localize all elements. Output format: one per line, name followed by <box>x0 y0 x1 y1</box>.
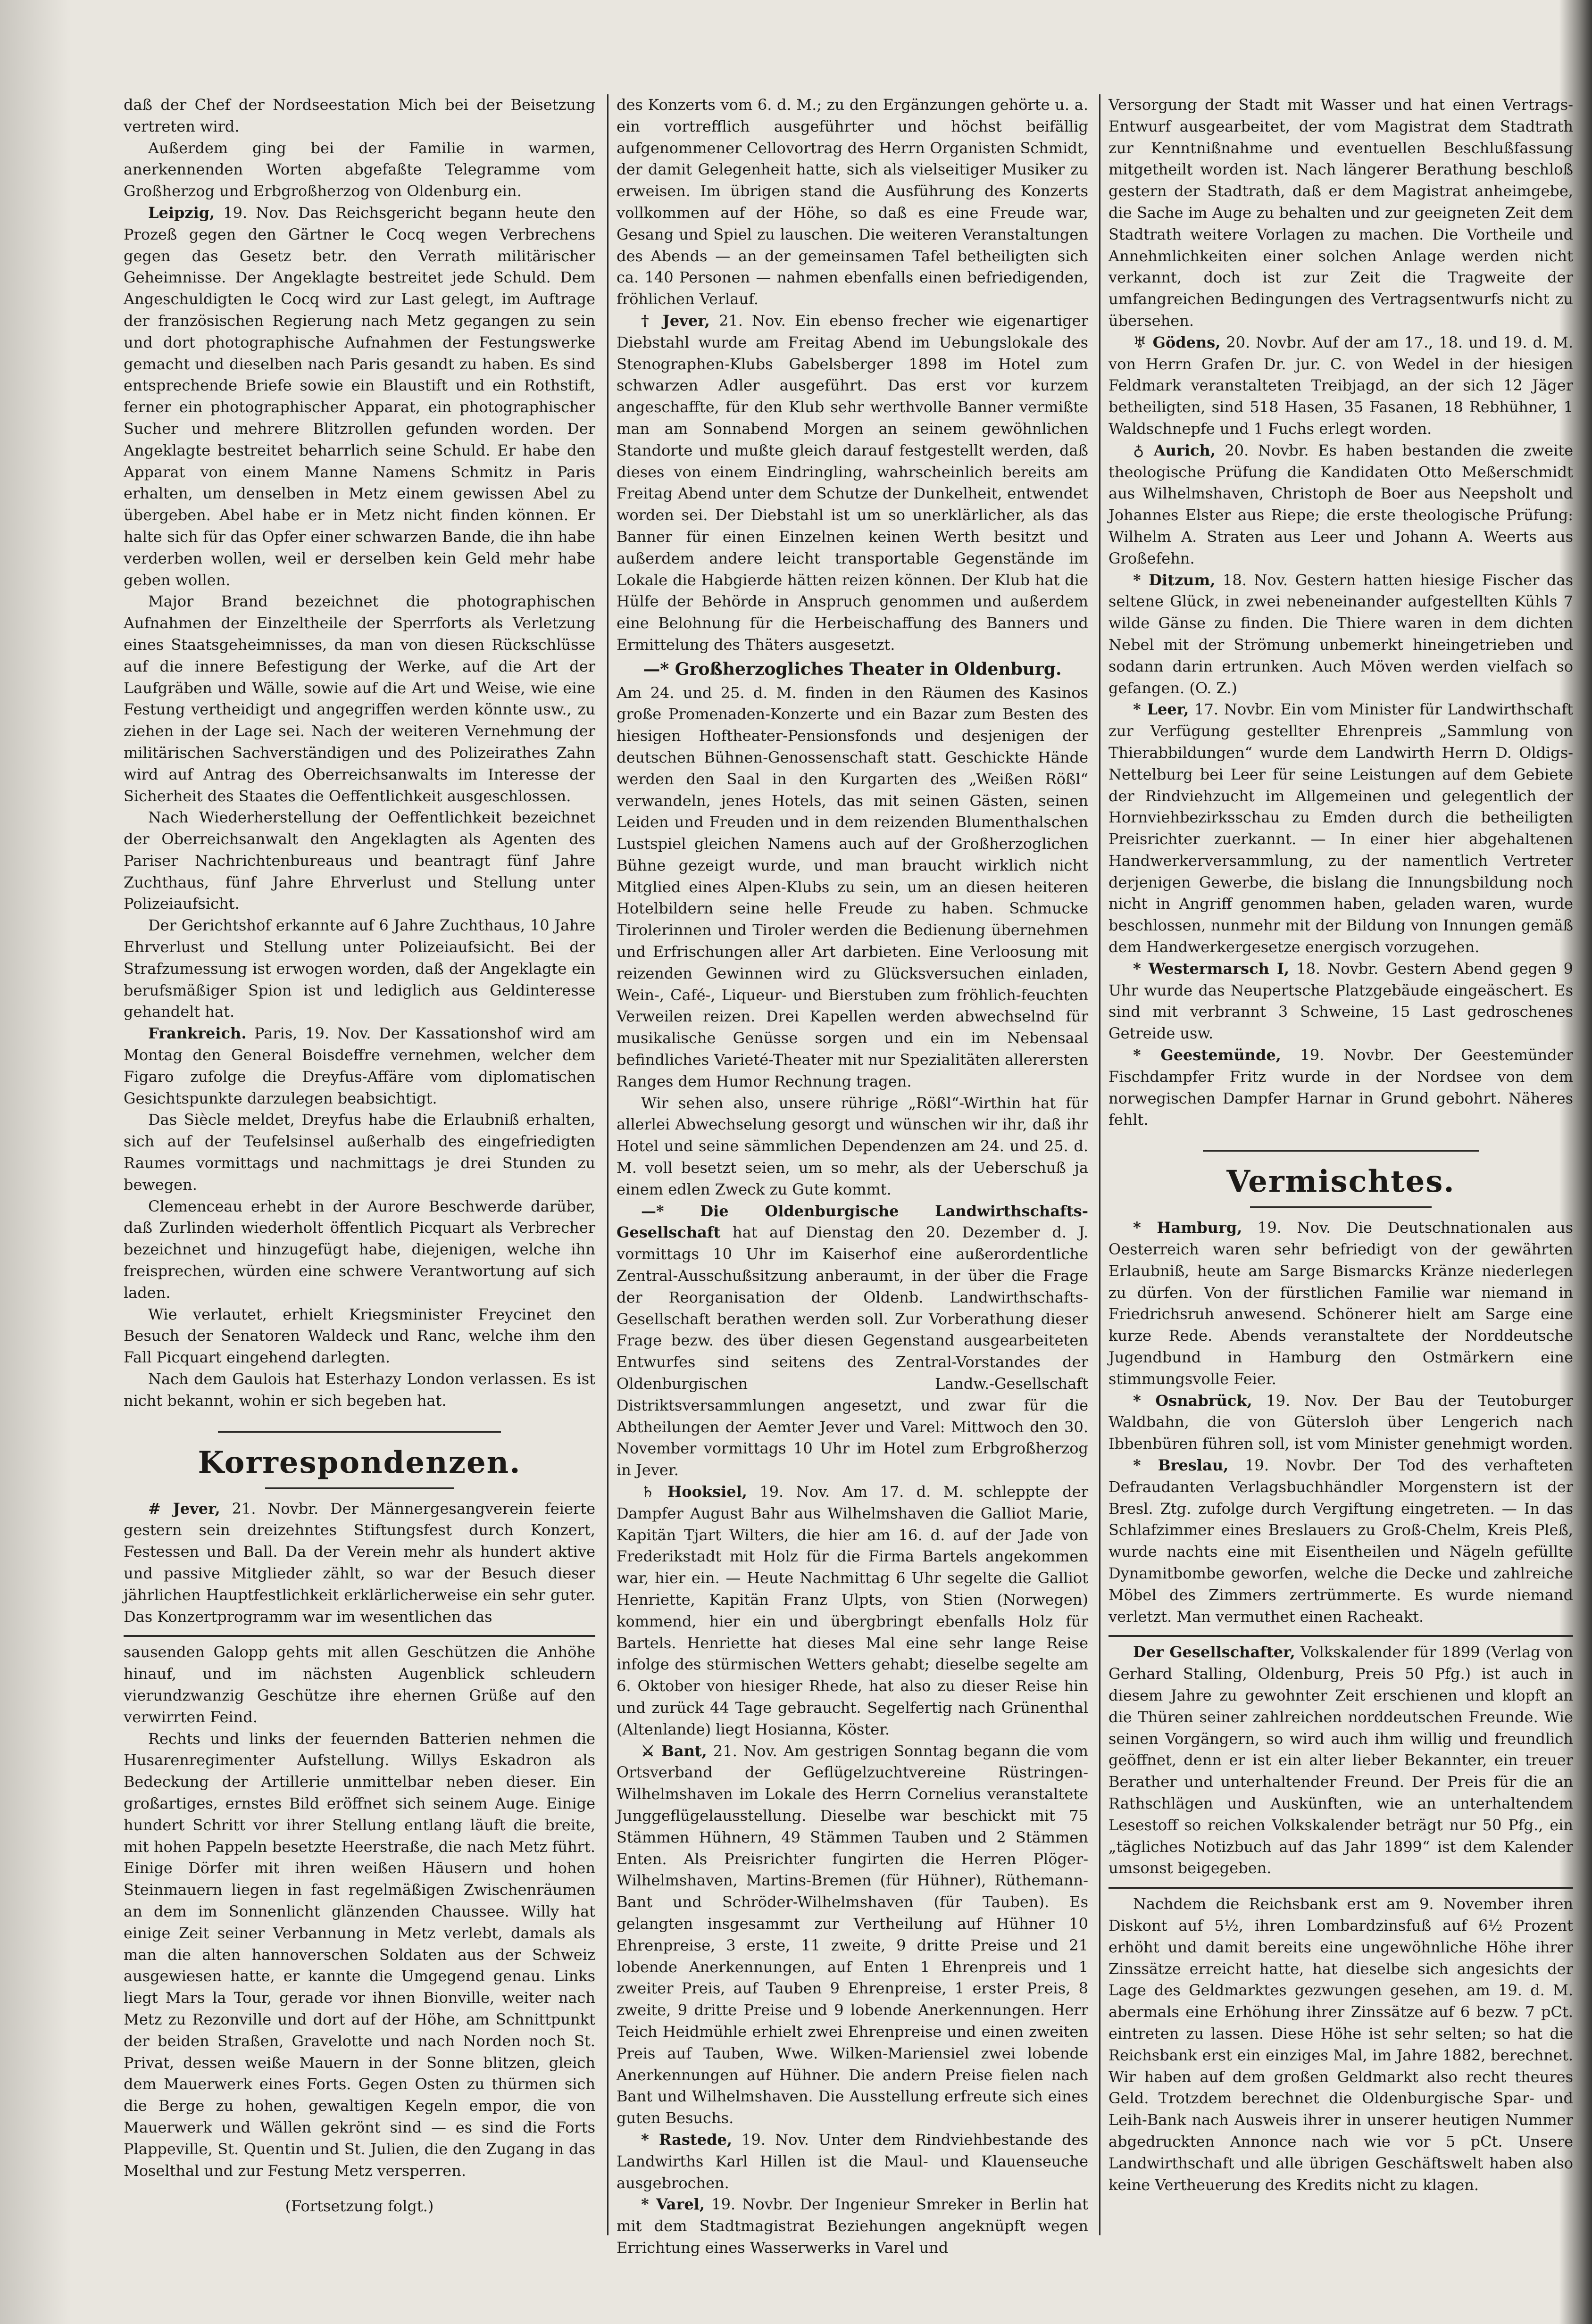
article-paragraph: Major Brand bezeichnet die photographischen Aufnahmen der Einzeltheile der Sperrforts als Verletzung eines Staatsgeheimnisses, da man von diesen Rückschlüsse auf die innere Befestigung der Werke, auf die Art der Laufgräben und Wälle, sowie auf die Art und Weise, wie eine Festung vertheidigt und angegriffen werden könnte usw., zu ziehen in der Lage sei. Nach der weiteren Vernehmung der militärischen Sachverständigen und des Polizeirathes Zahn wird auf Antrag des Oberreichsanwalts im Interesse der Sicherheit des Staates die Oeffentlichkeit ausgeschlossen. <box>124 592 595 805</box>
article-aurich: ♁ Aurich, 20. Novbr. Es haben bestanden die zweite theologische Prüfung die Kandidaten Otto Meßerschmidt aus Wilhelmshaven, Christoph de Boer aus Neepsholt und Johannes Elster aus Riepe; die erste theologische Prüfung: Wilhelm A. Straten aus Leer und Johann A. Weerts aus Großefehn. <box>1109 441 1574 567</box>
dateline: * Ditzum, <box>1133 571 1216 589</box>
dateline: Leipzig, <box>148 203 215 222</box>
article-paragraph: Wir sehen also, unsere rührige „Rößl“-Wirthin hat für allerlei Abwechselung gesorgt und wünschen wir ihr, daß ihr Hotel und seine sämmlichen Dependenzen am 24. und 25. d. M. voll besetzt seien, um so mehr, als der Ueberschuß ja einem edlen Zweck zu Gute kommt. <box>617 1094 1088 1198</box>
dateline: # Jever, <box>148 1499 220 1518</box>
article-landwirthschaft: —* Die Oldenburgische Landwirthschafts-Gesellschaft hat auf Dienstag den 20. Dezember d. J. vormittags 10 Uhr im Kaiserhof eine außerordentliche Zentral-Ausschußsitzung anberaumt, in der über die Frage der Reorganisation der Oldenb. Landwirthschafts-Gesellschaft berathen werden soll. Zur Vorberathung dieser Frage bezw. des über diesen Gegenstand ausgearbeiteten Entwurfes sind seitens des Zentral-Vorstandes der Oldenburgischen Landw.-Gesellschaft Distriktsversammlungen angesetzt, und zwar für die Abtheilungen der Aemter Jever und Varel: Mittwoch den 30. November vormittags 10 Uhr im Hotel zum Erbgroßherzog in Jever. <box>617 1202 1088 1479</box>
article-goedens: ♅ Gödens, 20. Novbr. Auf der am 17., 18. und 19. d. M. von Herrn Grafen Dr. jur. C. von Wedel in der hiesigen Feldmark veranstalteten Treibjagd, an der sich 12 Jäger betheiligten, sind 518 Hasen, 35 Fasanen, 18 Rebhühner, 1 Waldschnepfe und 1 Fuchs erlegt worden. <box>1109 333 1574 438</box>
section-rule <box>1250 1206 1432 1208</box>
article-paragraph: Clemenceau erhebt in der Aurore Beschwerde darüber, daß Zurlinden wiederholt öffentlich Picquart als Verbrecher bezeichnet und hinzugefügt habe, diejenigen, welche ihn freisprechen, würden eine schwere Verantwortung auf sich laden. <box>124 1197 595 1302</box>
feuilleton-paragraph: Rechts und links der feuernden Batterien nehmen die Husarenregimenter Aufstellung. Willys Eskadron als Bedeckung der Artillerie unmittelbar neben dieser. Ein großartiges, ernstes Bild eröffnet sich seinem Auge. Einige hundert Schritt vor ihrer Stellung entlang läuft die breite, mit hohen Pappeln besetzte Heerstraße, die nach Metz führt. Einige Dörfer mit ihren weißen Häusern und hohen Steinmauern liegen in fast regelmäßigen Zwischenräumen an dem im Sonnenlicht glänzenden Chaussee. Willy hat einige Zeit seiner Verbannung in Metz verlebt, damals als man die alten hannoverschen Soldaten aus der Schweiz ausgewiesen hatte, er kannte die Umgegend genau. Links liegt Mars la Tour, gerade vor ihnen Bionville, weiter nach Metz zu Rezonville und dort auf der Höhe, am Schnittpunkt der beiden Straßen, Gravelotte und nach Norden noch St. Privat, dessen weiße Mauern in der Sonne blitzen, gleich dem Mauerwerk eines Forts. Gegen Osten zu thürmen sich die Berge zu hohen, gewaltigen Kegeln empor, die von Mauerwerk und Wällen gekrönt sind — es sind die Forts Plappeville, St. Quentin und St. Julien, die den Zugang in das Moselthal und zur Festung Metz versperren. <box>124 1729 595 2180</box>
dateline: † Jever, <box>641 311 710 330</box>
dateline: * Breslau, <box>1133 1456 1229 1475</box>
article-frankreich: Frankreich. Paris, 19. Nov. Der Kassationshof wird am Montag den General Boisdeffre vernehmen, welcher dem Figaro zufolge die Dreyfus-Affäre vom diplomatischen Gesichtspunkte darzulegen beabsichtigt. <box>124 1024 595 1107</box>
article-varel: * Varel, 19. Novbr. Der Ingenieur Smreker in Berlin hat mit dem Stadtmagistrat Beziehungen angeknüpft wegen Errichtung eines Wasserwerks in Varel und <box>617 2195 1089 2257</box>
article-paragraph: Außerdem ging bei der Familie in warmen, anerkennenden Worten abgefaßte Telegramme vom Großherzog und Erbgroßherzog von Oldenburg ein. <box>124 139 595 200</box>
article-osnabrueck: * Osnabrück, 19. Nov. Der Bau der Teutoburger Waldbahn, die von Gütersloh über Lengerich nach Ibbenbüren führen soll, ist vom Minister genehmigt worden. <box>1109 1391 1574 1453</box>
section-title-korrespondenzen: Korrespondenzen. <box>198 1444 521 1480</box>
article-paragraph: des Konzerts vom 6. d. M.; zu den Ergänzungen gehörte u. a. ein vortrefflich ausgeführter und höchst beifällig aufgenommener Cellovortrag des Herrn Organisten Schmidt, der damit Gelegenheit hatte, sich als vielseitiger Musiker zu erweisen. Im übrigen stand die Ausführung des Konzerts vollkommen auf der Höhe, so daß es eine Freude war, Gesang und Spiel zu lauschen. Die weiteren Veranstaltungen des Abends — an der gemeinsamen Tafel betheiligten sich ca. 140 Personen — nahmen ebenfalls einen befriedigenden, fröhlichen Verlauf. <box>617 96 1088 308</box>
section-rule <box>218 1431 501 1433</box>
dateline: * Osnabrück, <box>1133 1391 1252 1410</box>
column-divider-2 <box>1099 94 1100 2235</box>
article-leer: * Leer, 17. Novbr. Ein vom Minister für Landwirthschaft zur Verfügung gestellter Ehrenpreis „Sammlung von Thierabbildungen“ wurde dem Landwirth Herrn D. Oldigs-Nettelburg bei Leer für seine Leistungen auf dem Gebiete der Rindviehzucht im Allgemeinen und gelegentlich der Hornviehbezirksschau zu Emden durch die betheiligten Preisrichter zuerkannt. — In einer hier abgehaltenen Handwerkerversammlung, zu der namentlich Vertreter derjenigen Gewerbe, die bislang die Innungsbildung noch nicht in Angriff genommen haben, geladen waren, wurde beschlossen, nunmehr mit der Bildung von Innungen gemäß dem Handwerkergesetze energisch vorzugehen. <box>1109 700 1574 956</box>
article-jever: # Jever, 21. Novbr. Der Männergesangverein feierte gestern sein dreizehntes Stiftungsfest durch Konzert, Festessen und Ball. Da der Verein mehr als hundert aktive und passive Mitglieder zählt, so war der Besuch dieser jährlichen Hauptfestlichkeit erklärlicherweise ein sehr guter. Das Konzertprogramm war im wesentlichen das <box>124 1499 596 1626</box>
article-hamburg: * Hamburg, 19. Nov. Die Deutschnationalen aus Oesterreich waren sehr befriedigt von der gewährten Erlaubniß, heute am Sarge Bismarcks Kränze niederlegen zu dürfen. Von der fürstlichen Familie war niemand in Friedrichsruh anwesend. Schönerer hielt am Sarge eine kurze Rede. Abends veranstaltete der Norddeutsche Jugendbund in Hamburg den Ostmärkern eine stimmungsvolle Feier. <box>1109 1219 1574 1388</box>
dateline: ♅ Gödens, <box>1133 333 1221 351</box>
article-reichsbank: Nachdem die Reichsbank erst am 9. November ihren Diskont auf 5½, ihren Lombardzinsfuß auf 6½ Prozent erhöht und damit bereits eine ungewöhnliche Höhe ihrer Zinssätze erreicht hatte, hat dieselbe sich angesichts der Lage des Geldmarktes gezwungen gesehen, am 19. d. M. abermals eine Erhöhung ihrer Zinssätze auf 6 bezw. 7 pCt. eintreten zu lassen. Diese Höhe ist sehr selten; so hat die Reichsbank erst ein einziges Mal, im Jahre 1882, berechnet. Wir haben auf dem großen Geldmarkt also recht theures Geld. Trotzdem berechnet die Oldenburgische Spar- und Leih-Bank nach Ausweis ihrer in unserer heutigen Nummer abgedruckten Annonce nach wie vor 5 pCt. Unsere Landwirthschaft und alle übrigen Geschäftswelt haben also keine Vertheuerung des Kredits nicht zu klagen. <box>1109 1895 1573 2194</box>
article-bant: ⚔ Bant, 21. Nov. Am gestrigen Sonntag begann die vom Ortsverband der Geflügelzuchtvereine Rüstringen-Wilhelmshaven im Lokale des Herrn Cornelius veranstaltete Junggeflügelausstellung. Dieselbe war beschickt mit 75 Stämmen Hühnern, 49 Stämmen Tauben und 2 Stämmen Enten. Als Preisrichter fungirten die Herren Plöger-Wilhelmshaven, Martins-Bremen (für Hühner), Rüthemann-Bant und Schröder-Wilhelmshaven (für Tauben). Es gelangten insgesammt zur Vertheilung auf Hühner 10 Ehrenpreise, 3 erste, 11 zweite, 9 dritte Preise und 21 lobende Anerkennungen, auf Enten 1 Ehrenpreis und 1 zweiter Preis, auf Tauben 9 Ehrenpreise, 1 erster Preis, 8 zweite, 9 dritte Preise und 9 lobende Anerkennungen. Herr Teich Heidmühle erhielt zwei Ehrenpreise und einen zweiten Preis auf Tauben, Wwe. Wilken-Mariensiel zwei lobende Anerkennungen auf Hühner. Die andern Preise fielen nach Bant und Wilhelmshaven. Die Ausstellung erfreute sich eines guten Besuchs. <box>617 1742 1089 2127</box>
article-gesellschafter: Der Gesellschafter, Volkskalender für 1899 (Verlag von Gerhard Stalling, Oldenburg, Preis 50 Pfg.) ist auch in diesem Jahre zu gewohnter Zeit erschienen und klopft an die Thüren seiner zahlreichen norddeutschen Freunde. Wie seinen Vorgängern, so wird auch ihm willig und freundlich geöffnet, denn er ist ein alter lieber Bekannter, ein treuer Berather und unterhaltender Freund. Der Preis für die an Rathschlägen und Auskünften, wie an unterhaltendem Lesestoff so reichen Volkskalender beträgt nur 50 Pfg., ein „tägliches Notizbuch auf das Jahr 1899“ ist dem Kalender umsonst beigegeben. <box>1109 1643 1574 1877</box>
continuation-note: (Fortsetzung folgt.) <box>285 2197 434 2216</box>
article-paragraph: Das Siècle meldet, Dreyfus habe die Erlaubniß erhalten, sich auf der Teufelsinsel außerhalb des eingefriedigten Raumes vormittags und nachmittags je drei Stunden zu bewegen. <box>124 1111 595 1194</box>
article-hooksiel: ♄ Hooksiel, 19. Nov. Am 17. d. M. schleppte der Dampfer August Bahr aus Wilhelmshaven die Galliot Marie, Kapitän Tjart Wilters, die hier am 16. d. auf der Jade von Frederikstadt mit Holz für die Firma Bartels angekommen war, hier ein. — Heute Nachmittag 6 Uhr segelte die Galliot Henriette, Kapitän Franz Ulpts, von Stien (Norwegen) kommend, hier ein und übergbringt ebenfalls Holz für Bartels. Henriette hat dieses Mal eine sehr lange Reise infolge des stürmischen Wetters gehabt; dieselbe segelte am 6. Oktober von hiesiger Rhede, hat also zu dieser Reise hin und zurück 44 Tage gebraucht. Segelfertig nach Grünenthal (Altenlande) liegt Hosianna, Köster. <box>617 1483 1089 1738</box>
article-geestemuende: * Geestemünde, 19. Novbr. Der Geestemünder Fischdampfer Fritz wurde in der Nordsee von dem norwegischen Dampfer Harnar in Grund gebohrt. Näheres fehlt. <box>1109 1046 1574 1129</box>
article-ditzum: * Ditzum, 18. Nov. Gestern hatten hiesige Fischer das seltene Glück, in zwei nebeneinander aufgestellten Kühls 7 wilde Gänse zu finden. Die Thiere waren in dem dichten Nebel mit der Strömung unbemerkt hineingetrieben und sodann darin ertrunken. Auch Möven werden vielfach so gefangen. (O. Z.) <box>1109 571 1574 697</box>
section-rule <box>1203 1150 1479 1152</box>
article-paragraph: Versorgung der Stadt mit Wasser und hat einen Vertrags-Entwurf ausgearbeitet, der vom Magistrat dem Stadtrath zur Kenntnißnahme und eventuellen Beschlußfassung mitgetheilt worden ist. Nach längerer Berathung beschloß gestern der Stadtrath, daß er dem Magistrat anheimgebe, die Sache im Auge zu behalten und zur geeigneten Zeit dem Stadtrath weitere Vorlagen zu machen. Die Vortheile und Annehmlichkeiten einer solchen Anlage werden nicht verkannt, doch ist zur Zeit die Tragweite der umfangreichen Bedingungen des Vertragsentwurfs nicht zu übersehen. <box>1109 96 1573 330</box>
column-divider-1 <box>607 94 608 2235</box>
dateline: Der Gesellschafter, <box>1133 1643 1295 1661</box>
feuilleton-paragraph: sausenden Galopp gehts mit allen Geschützen die Anhöhe hinauf, und im nächsten Augenblick schleudern vierundzwanzig Geschütze ihre ehernen Grüße auf den verwirrten Feind. <box>124 1643 595 1726</box>
article-divider <box>1109 1887 1573 1889</box>
article-leipzig: Leipzig, 19. Nov. Das Reichsgericht begann heute den Prozeß gegen den Gärtner le Cocq wegen Verbrechens gegen das Gesetz betr. den Verrath militärischer Geheimnisse. Der Angeklagte bestreitet jede Schuld. Dem Angeschuldigten le Cocq wird zur Last gelegt, im Auftrage der französischen Regierung nach Metz gegangen zu sein und dort photographische Aufnahmen der Festungswerke gemacht und dieselben nach Paris gesandt zu haben. Es sind entsprechende Briefe sowie ein Blaustift und ein Rothstift, ferner ein photographischer Apparat, ein photographischer Sucher und mehrere Blitzrollen gefunden worden. Der Angeklagte bestreitet beharrlich seine Schuld. Er habe den Apparat von einem Manne Namens Schmitz in Paris erhalten, um denselben in Metz einem gewissen Abel zu übergeben. Abel habe er in Metz nicht finden können. Er halte sich für das Opfer einer schwarzen Bande, die ihn habe verderben wollen, weil er derselben kein Geld mehr habe geben wollen. <box>124 203 595 589</box>
feuilleton-divider <box>124 1635 595 1637</box>
dateline: ♄ Hooksiel, <box>641 1483 747 1501</box>
dateline: * Westermarsch I, <box>1133 959 1290 978</box>
dateline: Frankreich. <box>148 1024 247 1043</box>
column-3 <box>1109 94 1573 2196</box>
dateline: * Hamburg, <box>1133 1219 1242 1237</box>
dateline: —* Die Oldenburgische Landwirthschafts-Gesellschaft <box>617 1202 1088 1242</box>
dateline: * Leer, <box>1133 700 1189 719</box>
article-rastede: * Rastede, 19. Nov. Unter dem Rindviehbestande des Landwirths Karl Hillen ist die Maul- und Klauenseuche ausgebrochen. <box>617 2130 1089 2192</box>
column-2 <box>617 94 1088 2259</box>
article-paragraph: Am 24. und 25. d. M. finden in den Räumen des Kasinos große Promenaden-Konzerte und ein Bazar zum Besten des hiesigen Hoftheater-Pensionsfonds und desjenigen der deutschen Bühnen-Genossenschaft statt. Geschickte Hände werden den Saal in den Kurgarten des „Weißen Rößl“ verwandeln, jenes Hotels, das mit seinen Gästen, seinen Leiden und Freuden und in dem reizenden Blumenthalschen Lustspiel gleichen Namens auch auf der Großherzoglichen Bühne gezeigt wurde, und man braucht wirklich nicht Mitglied eines Alpen-Klubs zu sein, um an diesen heiteren Hotelbildern seine helle Freude zu haben. Schmucke Tirolerinnen und Tiroler werden die Bedienung übernehmen und Erfrischungen aller Art darbieten. Eine Verloosung mit reizenden Gewinnen wird zu Glücksversuchen einladen, Wein-, Café-, Liqueur- und Bierstuben zum fröhlich-feuchten Verweilen reizen. Drei Kapellen werden abwechselnd für musikalische Genüsse sorgen und ein im Nebensaal befindliches Varieté-Theater mit nur Spezialitäten allerersten Ranges dem Humor Rechnung tragen. <box>617 683 1088 1090</box>
article-paragraph: Der Gerichtshof erkannte auf 6 Jahre Zuchthaus, 10 Jahre Ehrverlust und Stellung unter Polizeiaufsicht. Bei der Strafzumessung ist erwogen worden, daß der Angeklagte ein berufsmäßiger Spion ist und lediglich aus Geldinteresse gehandelt hat. <box>124 916 595 1021</box>
dateline: ♁ Aurich, <box>1133 441 1216 459</box>
article-paragraph: Nach Wiederherstellung der Oeffentlichkeit bezeichnet der Oberreichsanwalt den Angeklagten als Agenten des Pariser Nachrichtenbureaus und beantragt fünf Jahre Zuchthaus, fünf Jahre Ehrverlust und Stellung unter Polizeiaufsicht. <box>124 808 595 913</box>
article-paragraph: Nach dem Gaulois hat Esterhazy London verlassen. Es ist nicht bekannt, wohin er sich begeben hat. <box>124 1370 595 1410</box>
article-divider <box>1109 1635 1573 1637</box>
article-westermarsch: * Westermarsch I, 18. Novbr. Gestern Abend gegen 9 Uhr wurde das Neupertsche Platzgebäude eingeäschert. Es sind mit verbrannt 3 Schweine, 15 Last gedroschenes Getreide usw. <box>1109 959 1573 1043</box>
dateline: * Varel, <box>641 2195 705 2214</box>
dateline: * Geestemünde, <box>1133 1046 1281 1064</box>
article-heading-theater: —* Großherzogliches Theater in Oldenburg. <box>643 659 1062 679</box>
dateline: ⚔ Bant, <box>641 1742 707 1760</box>
section-rule <box>265 1487 454 1489</box>
article-paragraph: Wie verlautet, erhielt Kriegsminister Freycinet den Besuch der Senatoren Waldeck und Ranc, welche ihm den Fall Picquart eingehend darlegten. <box>124 1305 595 1367</box>
article-paragraph: daß der Chef der Nordseestation Mich bei der Beisetzung vertreten wird. <box>124 96 595 135</box>
scan-gutter-left <box>0 0 71 2324</box>
column-1 <box>124 94 595 2217</box>
article-breslau: * Breslau, 19. Novbr. Der Tod des verhafteten Defraudanten Verlagsbuchhändler Morgenstern ist der Bresl. Ztg. zufolge durch Vergiftung eingetreten. — In das Schlafzimmer eines Breslauers zu Groß-Chelm, Kreis Pleß, wurde nachts eine mit Eisentheilen und Nägeln gefüllte Dynamitbombe geworfen, welche die Decke und zahlreiche Möbel des Zimmers zertrümmerte. Es wurde niemand verletzt. Man vermuthet einen Racheakt. <box>1109 1456 1574 1626</box>
article-jever-diebstahl: † Jever, 21. Nov. Ein ebenso frecher wie eigenartiger Diebstahl wurde am Freitag Abend im Uebungslokale des Stenographen-Klubs Gabelsberger 1898 im Hotel zum schwarzen Adler ausgeführt. Das erst vor kurzem angeschaffte, für den Klub sehr werthvolle Banner vermißte man am Sonnabend Morgen an seinem gewöhnlichen Standorte und mußte gleich darauf festgestellt werden, daß dieses von einem Eindringling, wahrscheinlich bereits am Freitag Abend unter dem Schutze der Dunkelheit, entwendet worden sei. Der Diebstahl ist um so unerklärlicher, als das Banner für einen Einzelnen keinen Werth besitzt und außerdem andere leicht transportable Gegenstände im Lokale die Habgierde hätten reizen können. Der Klub hat die Hülfe der Behörde in Anspruch genommen und außerdem eine Belohnung für die Herbeischaffung des Banners und Ermittelung des Thäters ausgesetzt. <box>617 311 1089 654</box>
dateline: * Rastede, <box>641 2130 732 2149</box>
section-title-vermischtes: Vermischtes. <box>1226 1164 1455 1200</box>
